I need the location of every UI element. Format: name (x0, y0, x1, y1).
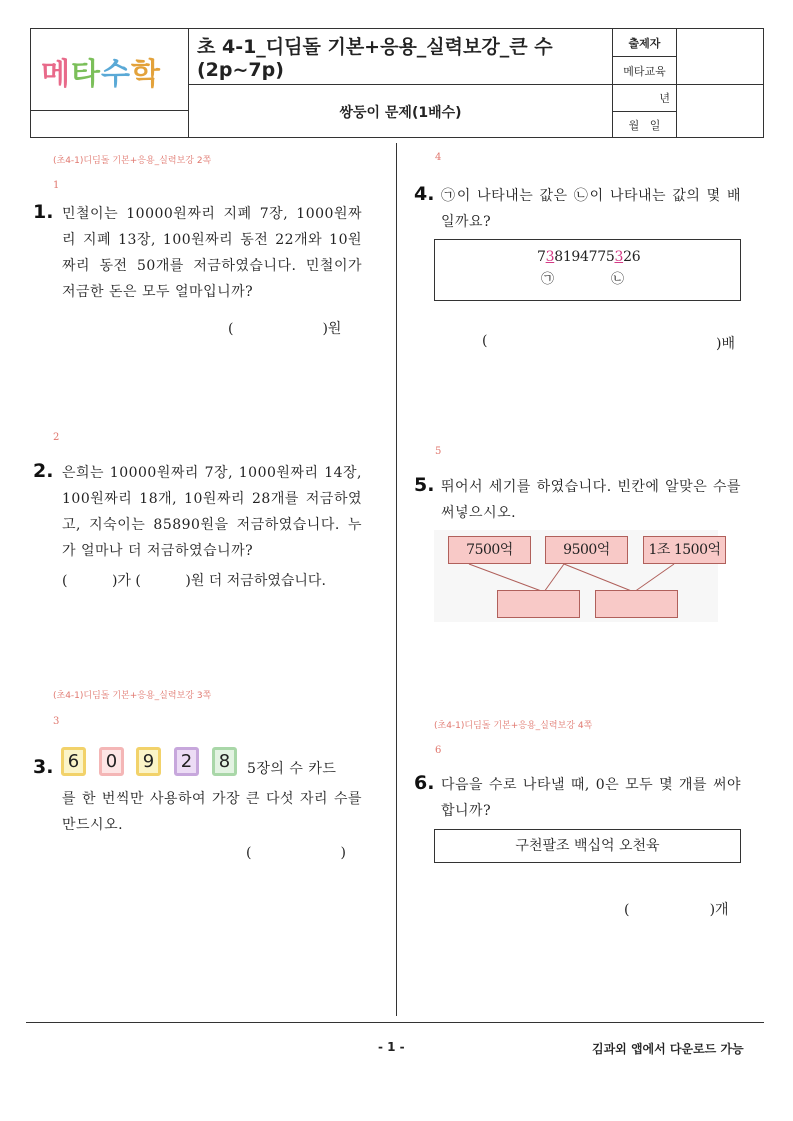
number-card: 9 (136, 747, 161, 776)
mark-a: ㉠ (541, 272, 555, 287)
logo-char: 메 (41, 57, 71, 92)
digits: 8194775 (554, 249, 615, 265)
question-text: 다음을 수로 나타낼 때, 0은 모두 몇 개를 써야 합니까? (441, 777, 741, 819)
digits: 7 (537, 249, 546, 265)
question-id: 3 (53, 716, 60, 727)
number-box (434, 239, 741, 301)
number-card: 0 (99, 747, 124, 776)
page-number: - 1 - (378, 1040, 405, 1054)
logo-bottom-cell (31, 111, 189, 138)
logo-char: 수 (100, 57, 131, 92)
header-table (30, 28, 764, 138)
footer-line (26, 1022, 764, 1023)
sequence-box: 7500억 (448, 536, 531, 564)
sequence-box: 9500억 (545, 536, 628, 564)
author-blank (677, 29, 763, 85)
answer-box[interactable] (497, 590, 580, 618)
question-id: 5 (435, 446, 442, 457)
logo-char: 학 (130, 57, 161, 92)
digit-a: 3 (545, 249, 555, 265)
question-id: 6 (435, 745, 442, 756)
author-value: 메타교육 (613, 57, 677, 85)
word-number-box: 구천팔조 백십억 오천육 (434, 829, 741, 863)
page-subtitle: 쌍둥이 문제(1배수) (189, 85, 613, 138)
question-text: 뛰어서 세기를 하였습니다. 빈칸에 알맞은 수를 써넣으시오. (441, 479, 741, 521)
question-text: 은희는 10000원짜리 7장, 1000원짜리 14장, 100원짜리 18개, 10원짜리 28개를 저금하였고, 지숙이는 85890원을 저금하였습니다. 누가 얼마나 더 저금하였습니까? (62, 465, 362, 559)
question-number: 6. (414, 772, 435, 794)
logo-char: 타 (70, 57, 101, 92)
question-number: 3. (33, 756, 54, 778)
question-number: 5. (414, 474, 435, 496)
mark-b: ㉡ (611, 272, 625, 287)
answer-blank[interactable]: ( )가 ( )원 더 저금하였습니다. (62, 573, 326, 589)
question-text: ㉠이 나타내는 값은 ㉡이 나타내는 값의 몇 배일까요? (441, 188, 741, 230)
year-label: 년 (613, 85, 677, 112)
question-id: 2 (53, 432, 60, 443)
question-number: 1. (33, 201, 54, 223)
sequence-box: 1조 1500억 (643, 536, 726, 564)
date-blank (677, 85, 763, 138)
column-divider (396, 143, 397, 1016)
digit-b: 3 (614, 249, 624, 265)
question-text: 민철이는 10000원짜리 지폐 7장, 1000원짜리 지폐 13장, 100원짜리 동전 22개와 10원짜리 동전 50개를 저금하였습니다. 민철이가 저금한 돈은 모두 얼마입니까? (62, 206, 362, 300)
question-text: 5장의 수 카드 (247, 761, 337, 777)
author-label: 출제자 (613, 29, 677, 57)
source-ref: (초4-1)디딤돌 기본+응용_실력보강 4쪽 (434, 721, 593, 731)
big-number (537, 249, 640, 265)
digits: 26 (623, 249, 641, 265)
answer-blank[interactable]: ( )원 (228, 321, 342, 337)
question-id: 1 (53, 180, 60, 191)
answer-blank[interactable]: ( )개 (624, 902, 729, 918)
question-number: 4. (414, 183, 435, 205)
question-number: 2. (33, 460, 54, 482)
month-day-label: 월 일 (613, 112, 677, 138)
number-card: 8 (212, 747, 237, 776)
footer-note: 김과외 앱에서 다운로드 가능 (592, 1042, 744, 1056)
number-card: 2 (174, 747, 199, 776)
answer-open: ( (482, 333, 488, 349)
answer-close[interactable]: )배 (716, 336, 735, 352)
source-ref: (초4-1)디딤돌 기본+응용_실력보강 2쪽 (53, 156, 212, 166)
number-card: 6 (61, 747, 86, 776)
question-id: 4 (435, 152, 442, 163)
logo (41, 49, 161, 93)
page-title: 초 4-1_디딤돌 기본+응용_실력보강_큰 수(2p~7p) (189, 29, 613, 85)
logo-cell (31, 29, 189, 111)
question-text: 를 한 번씩만 사용하여 가장 큰 다섯 자리 수를 만드시오. (62, 791, 362, 833)
source-ref: (초4-1)디딤돌 기본+응용_실력보강 3쪽 (53, 691, 212, 701)
answer-blank[interactable]: ( ) (246, 845, 346, 861)
answer-box[interactable] (595, 590, 678, 618)
